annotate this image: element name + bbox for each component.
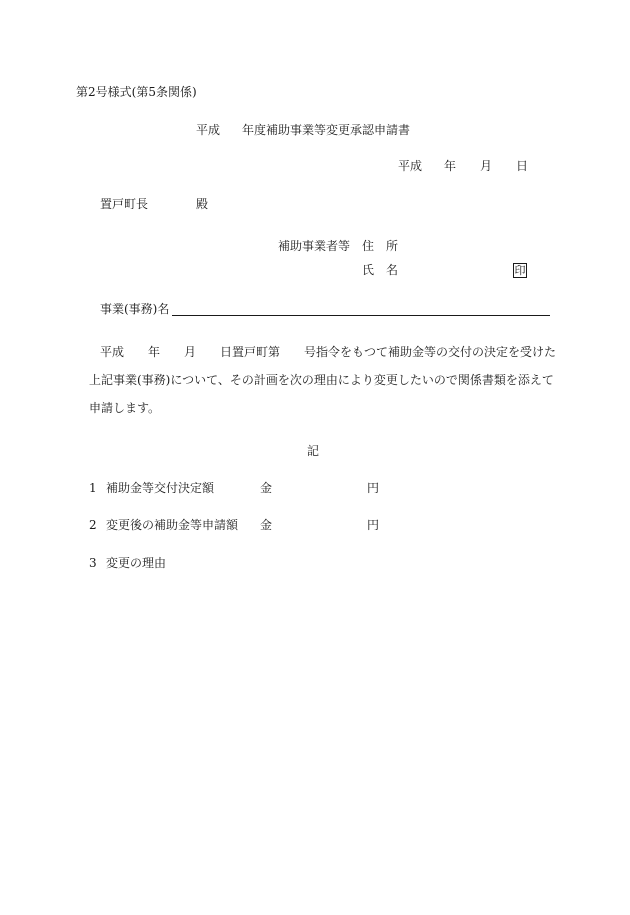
date-day: 日 bbox=[516, 159, 529, 173]
item-2-prefix: 金 bbox=[260, 518, 273, 532]
form-number: 第2号様式(第5条関係) bbox=[76, 85, 197, 99]
body-month: 月 bbox=[184, 345, 197, 359]
ki-heading: 記 bbox=[307, 444, 320, 458]
document-title: 年度補助事業等変更承認申請書 bbox=[242, 123, 411, 137]
body-line-1: 日置戸町第 号指令をもつて補助金等の交付の決定を受けた bbox=[220, 345, 557, 359]
item-2-unit: 円 bbox=[367, 518, 380, 532]
project-name-underline bbox=[172, 315, 550, 316]
item-1-label: 補助金等交付決定額 bbox=[106, 481, 215, 495]
body-line-2: 上記事業(事務)について、その計画を次の理由により変更したいので関係書類を添えて bbox=[89, 373, 554, 387]
title-era: 平成 bbox=[196, 123, 221, 137]
item-1-number: 1 bbox=[89, 481, 97, 495]
item-2-label: 変更後の補助金等申請額 bbox=[106, 518, 239, 532]
name-label: 氏 名 bbox=[362, 263, 399, 277]
applicant-label: 補助事業者等 bbox=[278, 239, 351, 253]
project-name-label: 事業(事務)名 bbox=[100, 302, 170, 316]
item-2-number: 2 bbox=[89, 518, 97, 532]
item-3-number: 3 bbox=[89, 556, 97, 570]
item-3-label: 変更の理由 bbox=[106, 556, 167, 570]
body-line-3: 申請します。 bbox=[89, 401, 161, 415]
item-1-prefix: 金 bbox=[260, 481, 273, 495]
addressee-name: 置戸町長 bbox=[100, 197, 149, 211]
seal-mark: 印 bbox=[514, 264, 526, 277]
addressee-honorific: 殿 bbox=[196, 197, 209, 211]
date-era: 平成 bbox=[398, 159, 423, 173]
date-month: 月 bbox=[480, 159, 493, 173]
address-label: 住 所 bbox=[362, 239, 399, 253]
body-era: 平成 bbox=[100, 345, 125, 359]
body-year: 年 bbox=[148, 345, 161, 359]
date-year: 年 bbox=[444, 159, 457, 173]
item-1-unit: 円 bbox=[367, 481, 380, 495]
